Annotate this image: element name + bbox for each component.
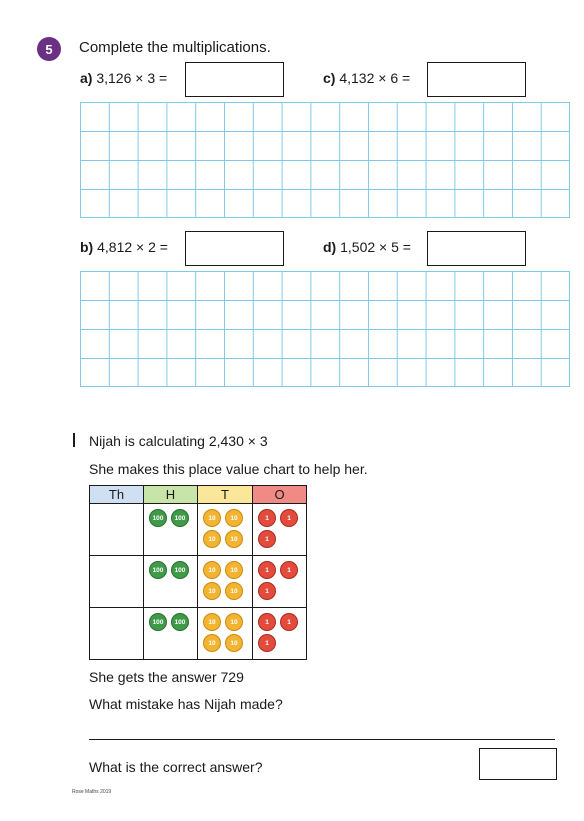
hundred-counter: 100 [171,509,189,527]
answer-line[interactable] [89,739,555,740]
place-value-chart [89,485,307,660]
chart-intro: She makes this place value chart to help her. [89,461,368,477]
ten-counter: 10 [203,509,221,527]
cell-th [90,608,144,660]
header-hundreds: H [144,486,198,504]
header-ones: O [253,486,307,504]
chart-row [90,504,307,556]
working-grid-top[interactable] [80,102,570,218]
cell-t [198,608,253,660]
one-counter: 1 [280,509,298,527]
cell-o [253,556,307,608]
one-counter: 1 [258,634,276,652]
correct-answer-box[interactable] [479,748,557,780]
ten-counter: 10 [203,613,221,631]
ten-counter: 10 [225,530,243,548]
part-d-expression: 1,502 × 5 = [340,239,411,255]
question-number-badge: 5 [37,37,61,61]
part-d [323,239,411,255]
cell-th [90,504,144,556]
ten-counter: 10 [225,509,243,527]
cell-th [90,556,144,608]
chart-row [90,608,307,660]
hundred-counter: 100 [149,509,167,527]
hundred-counter: 100 [149,613,167,631]
cell-h [144,608,198,660]
cell-t [198,556,253,608]
hundred-counter: 100 [171,613,189,631]
one-counter: 1 [280,561,298,579]
header-tens: T [198,486,253,504]
correct-answer-question: What is the correct answer? [89,759,263,775]
cell-h [144,504,198,556]
ten-counter: 10 [225,634,243,652]
part-b-label: b) [80,239,94,255]
part-c [323,70,410,86]
ten-counter: 10 [225,561,243,579]
chart-row [90,556,307,608]
cell-h [144,556,198,608]
one-counter: 1 [258,509,276,527]
part-a [80,70,167,86]
cell-o [253,608,307,660]
part-c-answer-box[interactable] [427,62,526,97]
cell-t [198,504,253,556]
one-counter: 1 [258,530,276,548]
ten-counter: 10 [225,613,243,631]
part-a-label: a) [80,70,93,86]
part-a-answer-box[interactable] [185,62,284,97]
part-c-label: c) [323,70,336,86]
part-a-expression: 3,126 × 3 = [96,70,168,86]
mistake-question: What mistake has Nijah made? [89,696,283,712]
working-grid-bottom[interactable] [80,271,570,387]
one-counter: 1 [258,561,276,579]
one-counter: 1 [280,613,298,631]
question-marker [73,433,75,447]
question-prompt: Complete the multiplications. [79,39,271,56]
part-d-answer-box[interactable] [427,231,526,266]
part-b-expression: 4,812 × 2 = [97,239,168,255]
cell-o [253,504,307,556]
ten-counter: 10 [203,582,221,600]
hundred-counter: 100 [171,561,189,579]
hundred-counter: 100 [149,561,167,579]
part-c-expression: 4,132 × 6 = [339,70,411,86]
one-counter: 1 [258,613,276,631]
ten-counter: 10 [203,530,221,548]
part-d-label: d) [323,239,337,255]
ten-counter: 10 [225,582,243,600]
ten-counter: 10 [203,561,221,579]
part-b-answer-box[interactable] [185,231,284,266]
header-thousands: Th [90,486,144,504]
footer-credit: Rose Maths 2019 [72,789,112,795]
one-counter: 1 [258,582,276,600]
part-b [80,239,168,255]
ten-counter: 10 [203,634,221,652]
nijah-intro: Nijah is calculating 2,430 × 3 [89,433,268,449]
nijah-answer: She gets the answer 729 [89,669,244,685]
